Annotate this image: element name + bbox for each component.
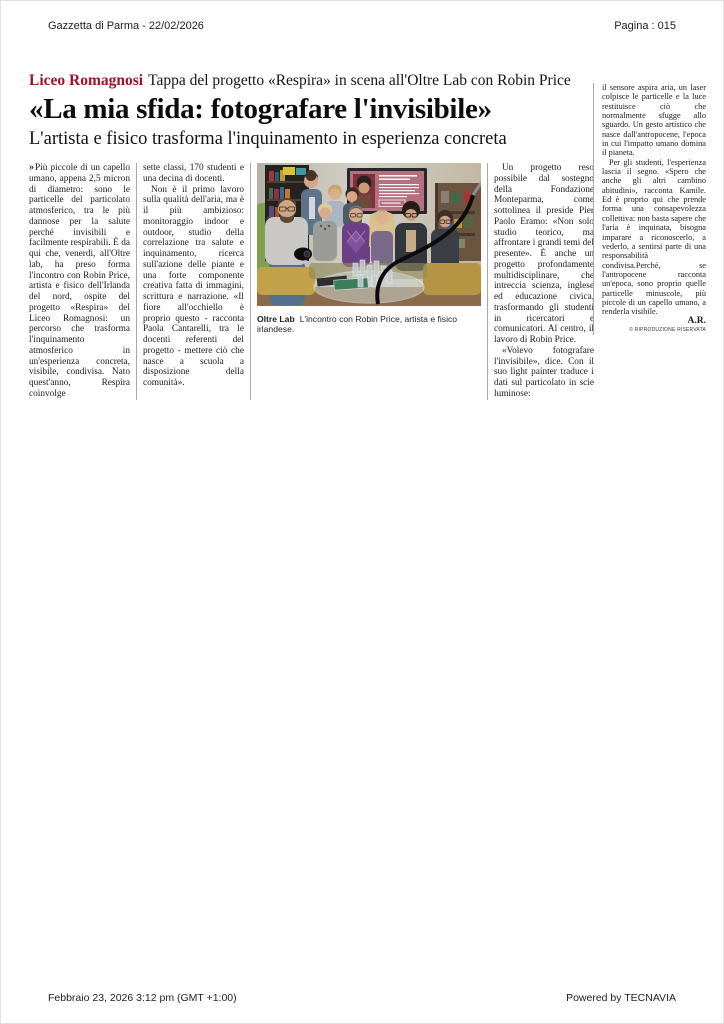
body-column-1 xyxy=(29,163,130,400)
copyright-notice: © RIPRODUZIONE RISERVATA xyxy=(629,326,706,333)
paragraph-text: Più piccole di un capello umano, appena 2,5 micron di diametro: sono le particelle del particolato atmosferico, tra le più dannose per la salute perché invisibili e facilmente respirabili. È da qui che, venerdì, all'Oltre lab, ha preso forma l'incontro con Robin Price, artista e fisico dell'Irlanda del nord, ospite del progetto «Respira» del Liceo Romagnosi: un percorso che trasforma l'inquinamento atmosferico in un'esperienza concreta, visibile, condivisa. Nato quest'anno, Respira coinvolge xyxy=(29,163,130,399)
article-photo xyxy=(257,163,481,306)
caption-label: Oltre Lab xyxy=(256,314,295,324)
body-column-4 xyxy=(487,163,594,400)
powered-by-link[interactable]: Powered by TECNAVIA xyxy=(566,992,676,1004)
page-header xyxy=(48,20,676,32)
paragraph: sette classi, 170 studenti e una decina di docenti. xyxy=(142,163,244,184)
article xyxy=(29,72,594,400)
photo-caption xyxy=(257,314,481,334)
paragraph xyxy=(29,163,130,400)
page-footer xyxy=(48,992,676,1004)
paragraph-lead-icon: » xyxy=(29,162,33,173)
article-subhead: L'artista e fisico trasforma l'inquinamento in esperienza concreta xyxy=(29,129,507,149)
kicker-label: Liceo Romagnosi xyxy=(29,72,144,89)
kicker-row xyxy=(29,72,594,90)
footer-timestamp: Febbraio 23, 2026 3:12 pm (GMT +1:00) xyxy=(48,992,237,1004)
body-column-5 xyxy=(593,83,706,335)
newspaper-title-date: Gazzetta di Parma - 22/02/2026 xyxy=(48,20,204,32)
caption-text: L'incontro con Robin Price, artista e fisico irlandese. xyxy=(256,314,458,334)
paragraph: «Volevo fotografare l'invisibile», dice. Con il suo light painter traduce i dati sul particolato in scie luminose: xyxy=(493,345,595,399)
paragraph: Per gli studenti, l'esperienza lascia il segno. «Spero che anche gli altri cambino abitudini», racconta Kamile. Ed è proprio qui che prende forma una consapevolezza collettiva: non basta sapere che l'aria è inquinata, bisogna imparare a riconoscerlo, a vederlo, a sentirsi parte di una responsabilità condivisa.Perché, se l'antropocene racconta un'epoca, sono proprio quelle particelle minuscole, più piccole di un capello umano, a renderla visibile. xyxy=(602,157,706,317)
article-headline: «La mia sfida: fotografare l'invisibile» xyxy=(29,93,492,125)
paragraph: Non è il primo lavoro sulla qualità dell'aria, ma è il più ambizioso: monitoraggio indoor e outdoor, studio della correlazione tra salute e inquinamento, ricerca sull'azione delle piante e una forte componente creativa fatta di immagini, scrittura e narrazione. «Il fiore all'occhiello è proprio questo - racconta Paola Cantarelli, tra le docenti referenti del progetto - mettere ciò che nasce a scuola a disposizione della comunità». xyxy=(142,184,244,388)
paragraph: il sensore aspira aria, un laser colpisce le particelle e la luce restituisce ciò che normalmente sfugge allo sguardo. Un gesto artistico che nasce dall'antropocene, l'epoca in cui l'impatto umano domina il pianeta. xyxy=(602,83,706,158)
page-number: Pagina : 015 xyxy=(614,20,676,32)
photo-block xyxy=(250,163,481,400)
body-column-2 xyxy=(136,163,244,400)
article-body xyxy=(29,163,594,400)
paragraph: Un progetto reso possibile dal sostegno della Fondazione Monteparma, come sottolinea il preside Pier Paolo Eramo: «Non solo studio teorico, ma affrontare i grandi temi del presente». È anche un progetto profondamente multidisciplinare, che intreccia scienza, inglese ed educazione civica, trasformando gli studenti in ricercatori e comunicatori. Al centro, il lavoro di Robin Price. xyxy=(493,163,595,345)
byline: A.R. xyxy=(687,315,706,326)
kicker-text: Tappa del progetto «Respira» in scena all'Oltre Lab con Robin Price xyxy=(148,72,571,89)
